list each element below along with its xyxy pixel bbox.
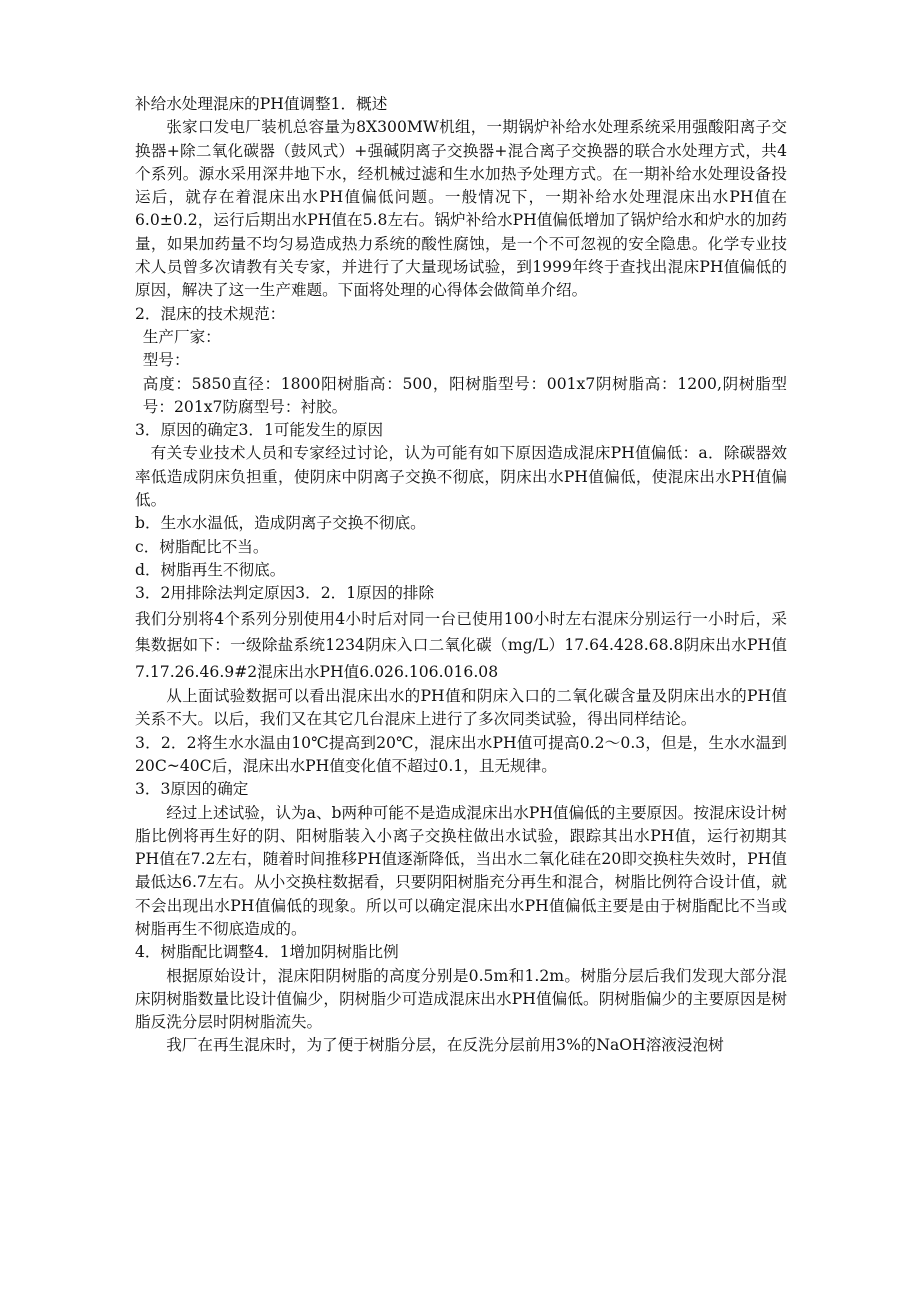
spec-manufacturer: 生产厂家： [142, 327, 221, 346]
test-data-paragraph: 我们分别将4个系列分别使用4小时后对同一台已使用100小时左右混床分别运行一小时后，采集数据如下：一级除盐系统1234阴床入口二氧化碳（mg/L）17.64.428.68.8阴床出水PH值7.17.26.46.9#2混床出水PH值6.026.106.016.08 [135, 609, 787, 681]
spec-model: 型号： [142, 351, 190, 370]
section-2-heading: 2．混床的技术规范： [135, 304, 286, 323]
regeneration-paragraph: 我厂在再生混床时，为了便于树脂分层，在反洗分层前用3%的NaOH溶液浸泡树 [166, 1036, 724, 1055]
determination-paragraph: 经过上述试验，认为a、b两种可能不是造成混床出水PH值偏低的主要原因。按混床设计树脂比例将再生好的阴、阳树脂装入小离子交换柱做出水试验，跟踪其出水PH值，运行初期其PH值在7.2左右，随着时间推移PH值逐渐降低，当出水二氧化硅在20即交换柱失效时，PH值最低达6.7左右。从小交换柱数据看，只要阴阳树脂充分再生和混合，树脂比例符合设计值，就不会出现出水PH值偏低的现象。所以可以确定混床出水PH值偏低主要是由于树脂配比不当或树脂再生不彻底造成的。 [135, 803, 787, 938]
section-3-2-heading: 3．2用排除法判定原因3．2．1原因的排除 [135, 584, 435, 603]
cause-b: b．生水水温低，造成阴离子交换不彻底。 [135, 514, 426, 533]
causes-intro-paragraph: 有关专业技术人员和专家经过讨论，认为可能有如下原因造成混床PH值偏低：a．除碳器效率低造成阴床负担重，使阴床中阴离子交换不彻底，阴床出水PH值偏低，使混床出水PH值偏低。 [135, 444, 787, 510]
document-title-line: 补给水处理混床的PH值调整1．概述 [135, 95, 388, 113]
section-4-heading: 4．树脂配比调整4．1增加阴树脂比例 [135, 943, 399, 962]
section-3-3-heading: 3．3原因的确定 [135, 780, 249, 799]
test-conclusion-paragraph: 从上面试验数据可以看出混床出水的PH值和阴床入口的二氧化碳含量及阴床出水的PH值关系不大。以后，我们又在其它几台混床上进行了多次同类试验，得出同样结论。 [135, 687, 787, 729]
overview-paragraph: 张家口发电厂装机总容量为8X300MW机组，一期锅炉补给水处理系统采用强酸阳离子交换器+除二氧化碳器（鼓风式）+强碱阴离子交换器+混合离子交换器的联合水处理方式，共4个系列。源水采用深井地下水，经机械过滤和生水加热予处理方式。在一期补给水处理设备投运后，就存在着混床出水PH值偏低问题。一般情况下，一期补给水处理混床出水PH值在6.0±0.2，运行后期出水PH值在5.8左右。锅炉补给水PH值偏低增加了锅炉给水和炉水的加药量，如果加药量不均匀易造成热力系统的酸性腐蚀，是一个不可忽视的安全隐患。化学专业技术人员曾多次请教有关专家，并进行了大量现场试验，到1999年终于查找出混床PH值偏低的原因，解决了这一生产难题。下面将处理的心得体会做简单介绍。 [135, 118, 787, 300]
temperature-test-paragraph: 3．2．2将生水水温由10℃提高到20℃，混床出水PH值可提高0.2〜0.3，但是，生水水温到20C~40C后，混床出水PH值变化值不超过0.1，且无规律。 [135, 733, 787, 775]
cause-d: d．树脂再生不彻底。 [135, 560, 286, 579]
section-3-heading: 3．原因的确定3．1可能发生的原因 [135, 421, 384, 440]
document-body [135, 93, 787, 1058]
spec-details: 高度：5850直径：1800阳树脂高：500，阳树脂型号：001x7阴树脂高：1200,阴树脂型号：201x7防腐型号：衬胶。 [142, 374, 787, 416]
cause-c: c．树脂配比不当。 [135, 537, 269, 556]
resin-ratio-paragraph: 根据原始设计，混床阳阴树脂的高度分别是0.5m和1.2m。树脂分层后我们发现大部分混床阴树脂数量比设计值偏少，阴树脂少可造成混床出水PH值偏低。阴树脂偏少的主要原因是树脂反洗分层时阴树脂流失。 [135, 966, 787, 1032]
